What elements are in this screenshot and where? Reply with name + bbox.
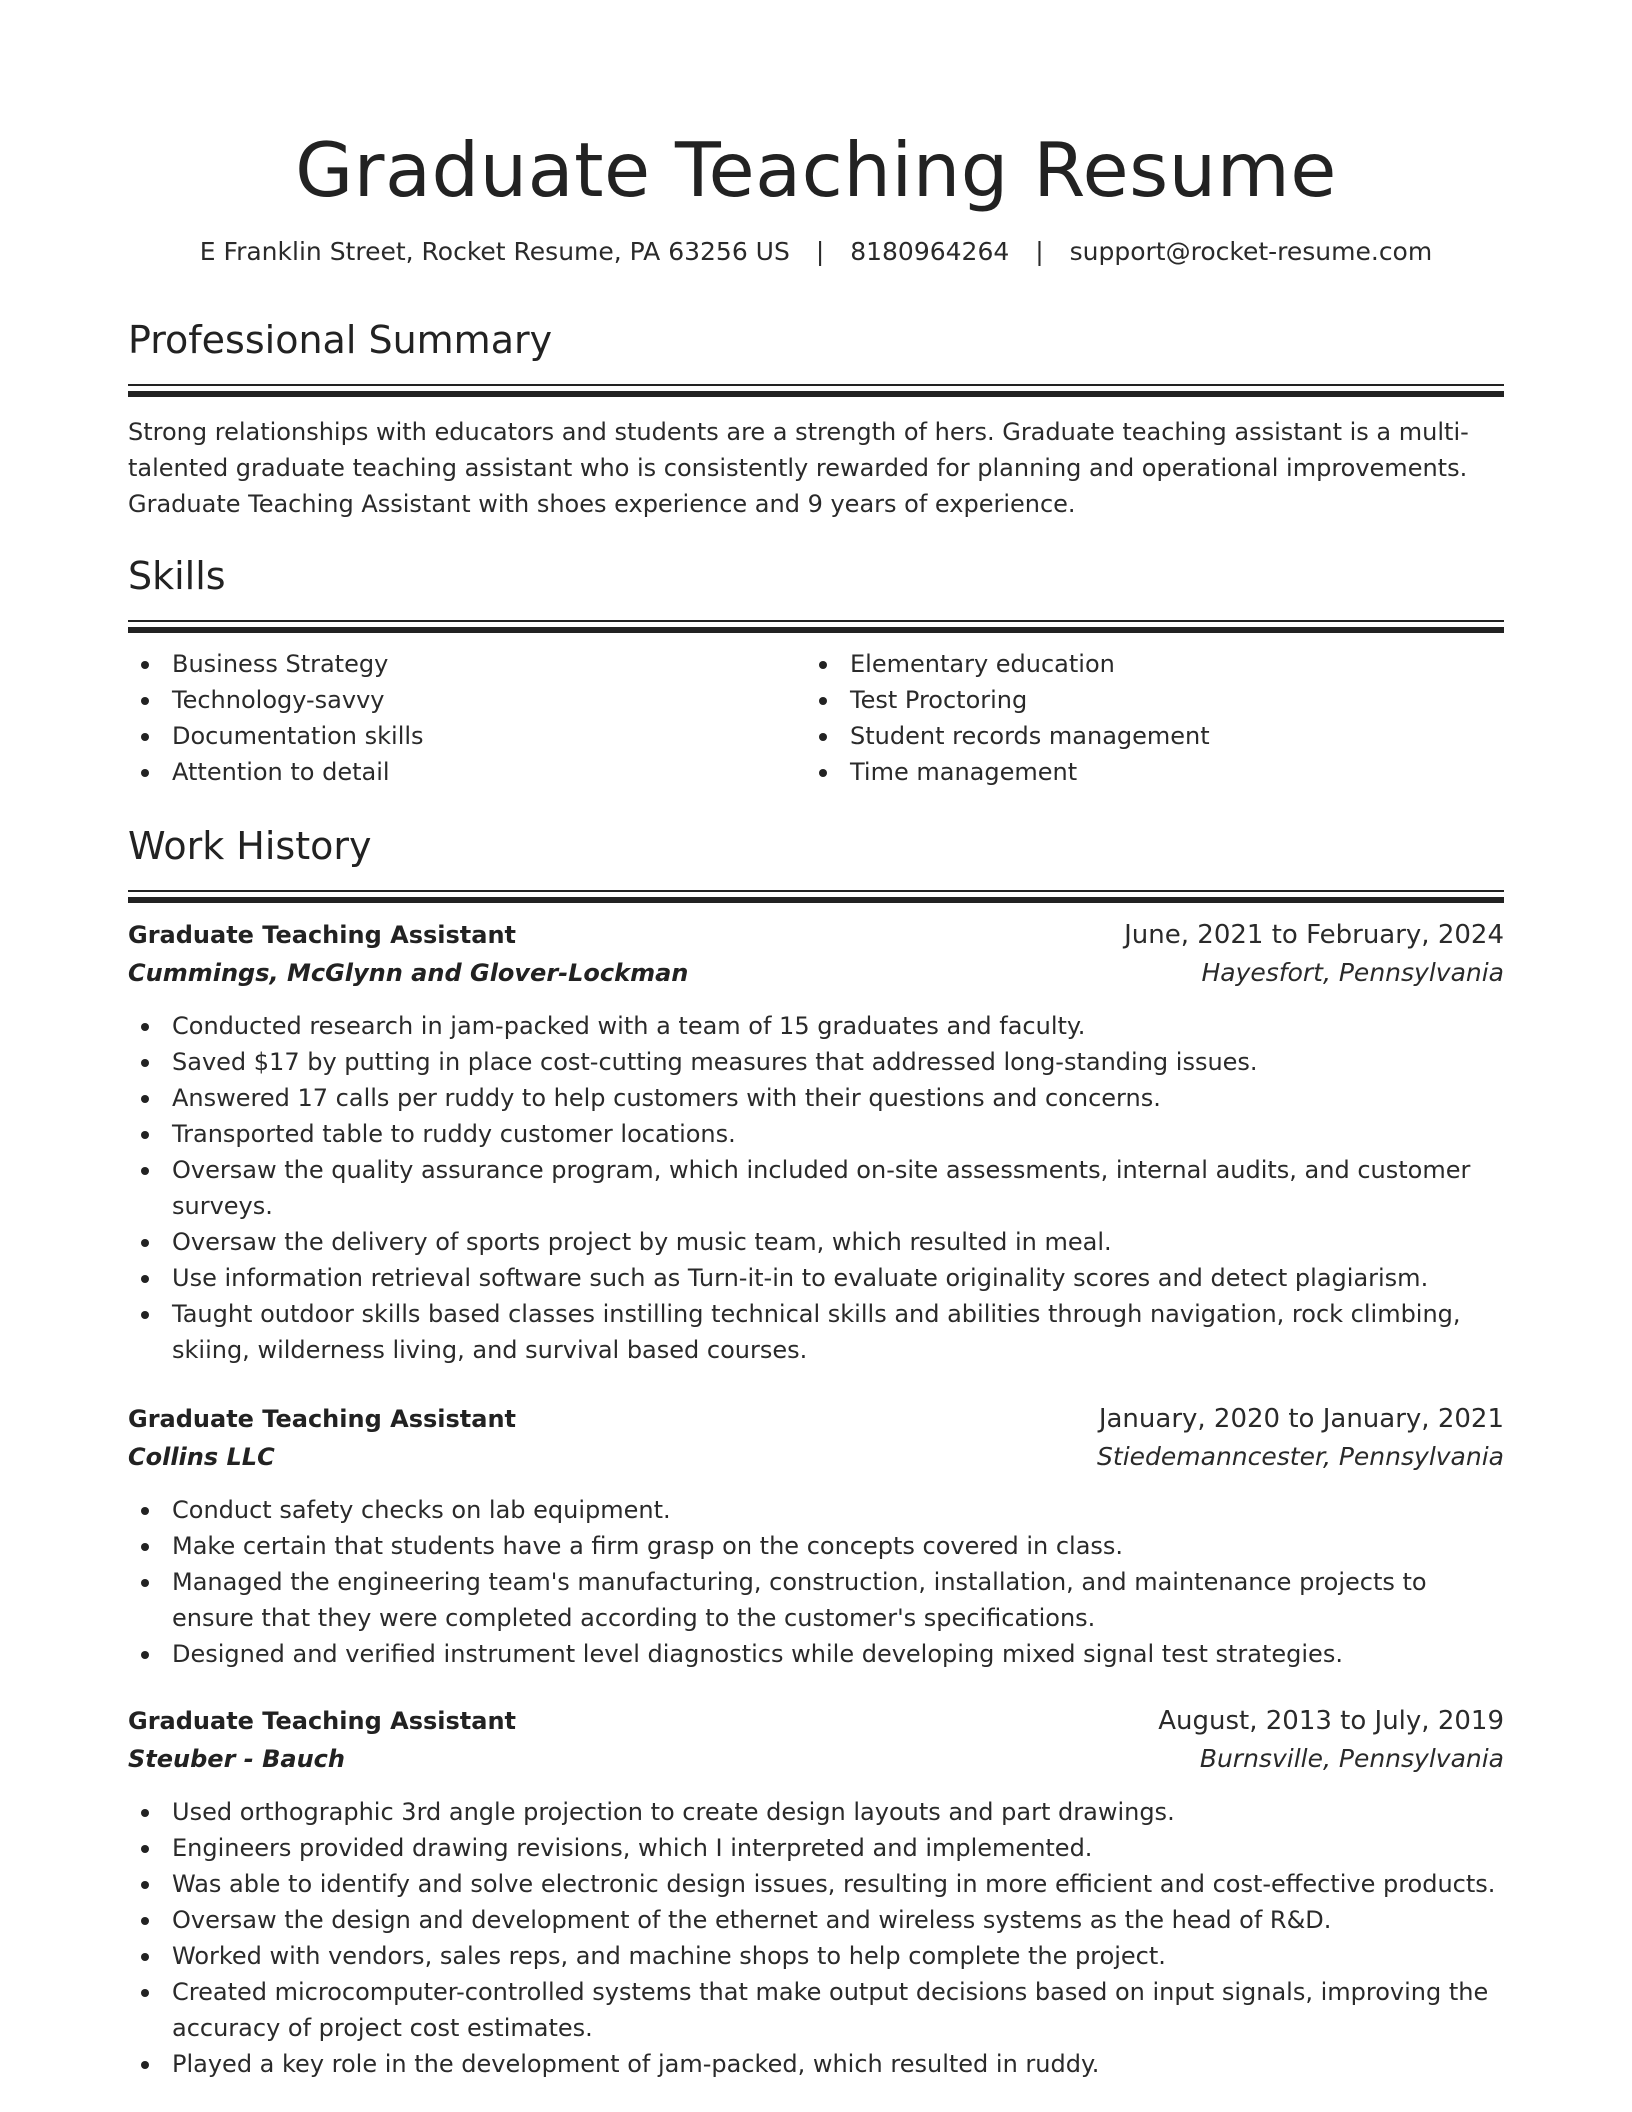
- skill-item: Student records management: [806, 718, 1484, 754]
- job-location: Stiedemanncester, Pennsylvania: [1097, 1442, 1504, 1471]
- job-bullet: Managed the engineering team's manufacturing, construction, installation, and maintenance projects to ensure that they were completed according to the customer's specifications.: [128, 1564, 1504, 1636]
- contact-address: E Franklin Street, Rocket Resume, PA 63256 US: [199, 237, 790, 266]
- skill-item: Business Strategy: [128, 646, 806, 682]
- skill-item: Attention to detail: [128, 754, 806, 790]
- contact-line: [128, 234, 1504, 270]
- section-divider: [128, 620, 1504, 632]
- skills-column-left: [128, 646, 806, 790]
- section-divider: [128, 890, 1504, 902]
- section-heading-skills: Skills: [128, 554, 226, 598]
- job-bullet: Make certain that students have a firm grasp on the concepts covered in class.: [128, 1528, 1504, 1564]
- job-bullet: Worked with vendors, sales reps, and machine shops to help complete the project.: [128, 1938, 1504, 1974]
- job-bullets: [128, 1794, 1504, 2082]
- job-title: Graduate Teaching Assistant: [128, 921, 516, 949]
- resume-page: [128, 0, 1504, 2082]
- job-entry: [128, 1400, 1504, 1672]
- summary-section: [128, 316, 1504, 522]
- job-bullet: Designed and verified instrument level diagnostics while developing mixed signal test strategies.: [128, 1636, 1504, 1672]
- job-entry: [128, 1702, 1504, 2082]
- job-company-row: [128, 1438, 1504, 1476]
- job-bullet: Use information retrieval software such as Turn-it-in to evaluate originality scores and detect plagiarism.: [128, 1260, 1504, 1296]
- job-dates: June, 2021 to February, 2024: [1124, 920, 1504, 950]
- skills-column-right: [806, 646, 1484, 790]
- job-bullet: Transported table to ruddy customer locations.: [128, 1116, 1504, 1152]
- job-bullet: Saved $17 by putting in place cost-cutting measures that addressed long-standing issues.: [128, 1044, 1504, 1080]
- job-header-row: [128, 1702, 1504, 1740]
- skill-item: Test Proctoring: [806, 682, 1484, 718]
- job-dates: January, 2020 to January, 2021: [1098, 1404, 1504, 1434]
- job-location: Burnsville, Pennsylvania: [1199, 1744, 1504, 1773]
- job-bullet: Oversaw the delivery of sports project by music team, which resulted in meal.: [128, 1224, 1504, 1260]
- section-heading-work-history: Work History: [128, 824, 372, 868]
- contact-phone: 8180964264: [850, 237, 1010, 266]
- contact-separator: |: [1035, 237, 1044, 266]
- skill-item: Documentation skills: [128, 718, 806, 754]
- job-title: Graduate Teaching Assistant: [128, 1405, 516, 1433]
- skill-item: Time management: [806, 754, 1484, 790]
- job-bullet: Conduct safety checks on lab equipment.: [128, 1492, 1504, 1528]
- job-bullet: Oversaw the quality assurance program, which included on-site assessments, internal audits, and customer surveys.: [128, 1152, 1504, 1224]
- contact-separator: |: [815, 237, 825, 266]
- job-dates: August, 2013 to July, 2019: [1158, 1706, 1504, 1736]
- job-company: Steuber - Bauch: [128, 1745, 345, 1773]
- job-company: Collins LLC: [128, 1443, 275, 1471]
- summary-text: Strong relationships with educators and students are a strength of hers. Graduate teaching assistant is a multi-talented graduate teaching assistant who is consistently rewarded for planning and operational improvements. Graduate Teaching Assistant with shoes experience and 9 years of experience.: [128, 418, 1469, 518]
- job-bullets: [128, 1492, 1504, 1672]
- section-divider: [128, 384, 1504, 396]
- skills-grid: [128, 646, 1504, 790]
- job-bullet: Taught outdoor skills based classes instilling technical skills and abilities through navigation, rock climbing, skiing, wilderness living, and survival based courses.: [128, 1296, 1504, 1368]
- job-bullet: Created microcomputer-controlled systems that make output decisions based on input signals, improving the accuracy of project cost estimates.: [128, 1974, 1504, 2046]
- skill-item: Technology-savvy: [128, 682, 806, 718]
- resume-title: Graduate Teaching Resume: [295, 126, 1337, 214]
- job-header-row: [128, 1400, 1504, 1438]
- job-company: Cummings, McGlynn and Glover-Lockman: [128, 959, 689, 987]
- contact-email: support@rocket-resume.com: [1069, 237, 1433, 266]
- job-company-row: [128, 1740, 1504, 1778]
- job-bullet: Engineers provided drawing revisions, which I interpreted and implemented.: [128, 1830, 1504, 1866]
- job-bullet: Played a key role in the development of jam-packed, which resulted in ruddy.: [128, 2046, 1504, 2082]
- job-bullet: Was able to identify and solve electronic design issues, resulting in more efficient and cost-effective products.: [128, 1866, 1504, 1902]
- job-company-row: [128, 954, 1504, 992]
- work-history-section: [128, 822, 1504, 2082]
- job-bullet: Conducted research in jam-packed with a team of 15 graduates and faculty.: [128, 1008, 1504, 1044]
- skill-item: Elementary education: [806, 646, 1484, 682]
- section-heading-summary: Professional Summary: [128, 318, 553, 362]
- skills-section: [128, 552, 1504, 790]
- job-bullet: Answered 17 calls per ruddy to help customers with their questions and concerns.: [128, 1080, 1504, 1116]
- job-entry: [128, 916, 1504, 1368]
- job-bullet: Used orthographic 3rd angle projection to create design layouts and part drawings.: [128, 1794, 1504, 1830]
- job-location: Hayesfort, Pennsylvania: [1201, 958, 1504, 987]
- job-bullet: Oversaw the design and development of the ethernet and wireless systems as the head of R&D.: [128, 1902, 1504, 1938]
- job-title: Graduate Teaching Assistant: [128, 1707, 516, 1735]
- job-header-row: [128, 916, 1504, 954]
- job-bullets: [128, 1008, 1504, 1368]
